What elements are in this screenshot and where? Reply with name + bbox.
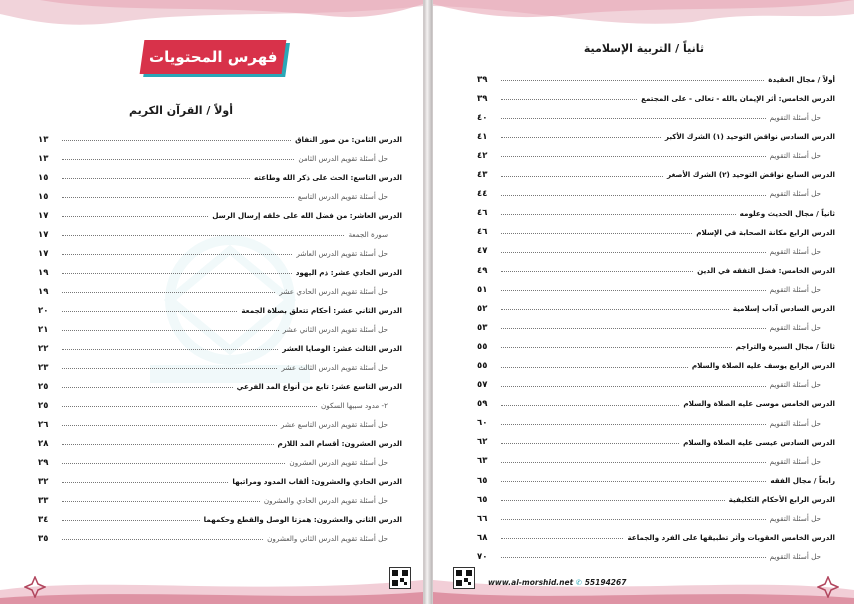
- dot-leader: [62, 444, 274, 445]
- dot-leader: [501, 424, 766, 425]
- right-page: [432, 0, 854, 604]
- toc-entry: [38, 278, 402, 297]
- dot-leader: [62, 520, 200, 521]
- toc-entry-page: ٣٢: [38, 476, 49, 487]
- toc-entry-page: ٦٦: [477, 513, 488, 524]
- dot-leader: [501, 214, 736, 215]
- toc-entry-title: الدرس الخامس: فضل التفقه في الدين: [697, 265, 835, 275]
- toc-entry: [477, 219, 835, 238]
- section-title-islamic: ثانياً / التربية الإسلامية: [583, 42, 704, 55]
- toc-entry-page: ٥٢: [477, 303, 488, 314]
- toc-entry: [38, 297, 402, 316]
- toc-entry-title: الدرس الحادي والعشرون: ألقاب المدود ومراتبها: [232, 476, 402, 486]
- toc-entry-title: الدرس الثاني والعشرون: همزتا الوصل والقطع وحكمهما: [203, 514, 402, 524]
- toc-entry-page: ٣٩: [477, 93, 488, 104]
- toc-entry-page: ٤٣: [477, 170, 488, 181]
- dot-leader: [501, 405, 679, 406]
- dot-leader: [501, 481, 766, 482]
- toc-entry: [477, 142, 835, 161]
- toc-entry-page: ٣٣: [38, 495, 49, 506]
- toc-entry: [38, 373, 402, 392]
- toc-entry-title: الدرس العشرون: أقسام المد اللازم: [277, 438, 402, 448]
- toc-entry: [38, 392, 402, 411]
- section-title-quran: أولاً / القرآن الكريم: [128, 104, 233, 117]
- toc-entry: [477, 352, 835, 371]
- dot-leader: [501, 137, 661, 138]
- top-decoration-right: [433, 0, 854, 30]
- toc-entry: [477, 123, 835, 142]
- toc-entry-page: ٢٥: [38, 400, 49, 411]
- dot-leader: [501, 519, 766, 520]
- toc-entry: [38, 487, 402, 506]
- toc-entry-title: الدرس التاسع: الحث على ذكر الله وطاعته: [253, 172, 402, 182]
- left-page: [0, 0, 424, 604]
- toc-entry-title: الدرس الرابع الأحكام التكليفية: [728, 494, 835, 504]
- toc-entry-page: ٤٧: [477, 246, 488, 257]
- toc-entry-title: حل أسئلة التقويم: [769, 246, 821, 256]
- dot-leader: [501, 252, 766, 253]
- dot-leader: [501, 367, 688, 368]
- dot-leader: [62, 311, 237, 312]
- toc-entry-title: حل أسئلة تقويم الدرس الثاني عشر: [282, 324, 388, 334]
- dot-leader: [62, 406, 317, 407]
- dot-leader: [501, 233, 692, 234]
- dot-leader: [501, 538, 623, 539]
- toc-list-left: [38, 126, 402, 544]
- bottom-decoration: [0, 566, 423, 604]
- dot-leader: [501, 271, 693, 272]
- toc-entry-page: ٤٦: [477, 227, 488, 238]
- toc-entry: [477, 505, 835, 524]
- qr-code-right: [453, 567, 475, 589]
- toc-entry-title: رابعاً / مجال الفقه: [770, 475, 835, 485]
- qr-code-left: [389, 567, 411, 589]
- toc-entry: [477, 238, 835, 257]
- toc-entry-page: ٢٩: [38, 457, 49, 468]
- toc-entry: [38, 316, 402, 335]
- dot-leader: [62, 330, 279, 331]
- toc-entry: [38, 259, 402, 278]
- toc-entry-title: سورة الجمعة: [348, 229, 388, 239]
- toc-entry: [477, 257, 835, 276]
- dot-leader: [501, 347, 732, 348]
- toc-entry: [38, 202, 402, 221]
- toc-entry-title: حل أسئلة التقويم: [769, 514, 821, 524]
- toc-entry: [38, 354, 402, 373]
- toc-entry: [477, 486, 835, 505]
- toc-entry-page: ١٧: [38, 210, 49, 221]
- toc-entry-page: ٢٠: [38, 305, 49, 316]
- toc-entry: [477, 181, 835, 200]
- toc-entry: [477, 200, 835, 219]
- toc-entry-title: ثالثاً / مجال السيرة والتراجم: [735, 342, 835, 352]
- toc-entry-page: ٢٨: [38, 438, 49, 449]
- toc-entry-page: ٤٦: [477, 208, 488, 219]
- dot-leader: [62, 197, 294, 198]
- toc-entry-page: ٦٢: [477, 437, 488, 448]
- dot-leader: [501, 328, 766, 329]
- toc-entry-title: الدرس الخامس موسى عليه الصلاة والسلام: [683, 399, 835, 409]
- toc-entry-title: حل أسئلة تقويم الدرس الثاني والعشرون: [267, 533, 388, 543]
- toc-entry-page: ١٧: [38, 229, 49, 240]
- toc-entry-page: ٤١: [477, 131, 488, 142]
- toc-entry: [38, 468, 402, 487]
- toc-entry-title: حل أسئلة تقويم الدرس العشرون: [289, 457, 388, 467]
- toc-entry: [38, 335, 402, 354]
- toc-entry: [38, 430, 402, 449]
- toc-entry: [477, 66, 835, 85]
- page-corner-badge-left: [24, 576, 46, 598]
- toc-entry-title: الدرس السابع نواقض التوحيد (٢) الشرك الأصغر: [666, 170, 835, 180]
- toc-entry-page: ٢١: [38, 324, 49, 335]
- toc-entry: [477, 429, 835, 448]
- toc-entry: [477, 467, 835, 486]
- dot-leader: [62, 292, 275, 293]
- toc-entry: [38, 183, 402, 202]
- toc-entry-title: الدرس الثاني عشر: أحكام تتعلق بصلاة الجمعة: [241, 305, 402, 315]
- toc-entry-page: ٥٧: [477, 380, 488, 391]
- toc-entry-title: الدرس الثامن: من صور النفاق: [295, 134, 402, 144]
- toc-entry-title: حل أسئلة تقويم الدرس التاسع: [297, 191, 388, 201]
- dot-leader: [62, 482, 228, 483]
- toc-entry-page: ٢٦: [38, 419, 49, 430]
- toc-entry: [38, 126, 402, 145]
- toc-entry: [38, 449, 402, 468]
- toc-entry: [477, 276, 835, 295]
- toc-entry-title: حل أسئلة تقويم الدرس الحادي والعشرون: [263, 495, 388, 505]
- toc-entry-page: ٤٩: [477, 265, 488, 276]
- toc-entry-title: حل أسئلة تقويم الدرس الثامن: [298, 153, 388, 163]
- toc-entry-title: حل أسئلة التقويم: [769, 113, 821, 123]
- toc-entry-title: حل أسئلة التقويم: [769, 189, 821, 199]
- toc-entry-page: ٢٥: [38, 381, 49, 392]
- phone-icon: ✆: [575, 578, 583, 587]
- toc-entry-page: ٥٥: [477, 361, 488, 371]
- toc-entry-page: ١٩: [38, 267, 49, 278]
- toc-entry-page: ١٣: [38, 153, 49, 164]
- toc-entry-title: ٢- مدود سببها السكون: [320, 400, 388, 410]
- toc-entry-page: ٣٩: [477, 74, 488, 85]
- toc-entry-page: ١٥: [38, 172, 49, 183]
- toc-entry-title: الدرس الرابع يوسف عليه الصلاة والسلام: [691, 361, 835, 371]
- toc-entry-page: ١٣: [38, 134, 49, 145]
- toc-entry-title: حل أسئلة تقويم الدرس التاسع عشر: [280, 419, 388, 429]
- toc-entry-page: ٤٠: [477, 112, 488, 123]
- toc-entry-title: ثانياً / مجال الحديث وعلومه: [739, 208, 835, 218]
- dot-leader: [501, 156, 766, 157]
- toc-entry-page: ٣٥: [38, 533, 49, 544]
- dot-leader: [62, 425, 277, 426]
- toc-entry: [477, 161, 835, 180]
- banner-title: فهرس المحتويات: [148, 48, 278, 66]
- footer-url: www.al-morshid.net: [488, 578, 574, 587]
- toc-entry-title: الدرس التاسع عشر: تابع من أنواع المد الفرعي: [236, 381, 402, 391]
- toc-entry-title: الدرس الرابع مكانة الصحابة في الإسلام: [696, 227, 835, 237]
- toc-entry-title: الدرس الحادي عشر: ذم اليهود: [295, 267, 402, 277]
- contents-banner: [140, 40, 287, 74]
- dot-leader: [501, 118, 766, 119]
- dot-leader: [501, 80, 764, 81]
- toc-entry-page: ١٩: [38, 286, 49, 297]
- toc-entry: [477, 333, 835, 352]
- dot-leader: [501, 443, 679, 444]
- toc-entry: [477, 524, 835, 543]
- toc-entry: [477, 314, 835, 333]
- toc-entry: [477, 85, 835, 104]
- toc-entry-title: الدرس العاشر: من فضل الله على خلقه إرسال الرسل: [212, 210, 402, 220]
- toc-entry-page: ٣٤: [38, 514, 49, 525]
- toc-entry-title: الدرس الخامس: أثر الإيمان بالله - تعالى - على المجتمع: [641, 93, 835, 103]
- dot-leader: [62, 539, 263, 540]
- dot-leader: [62, 216, 208, 217]
- toc-entry-title: الدرس الخامس العقوبات وأثر تطبيقها على الفرد والجماعة: [627, 533, 835, 543]
- toc-entry: [38, 164, 402, 183]
- toc-entry: [477, 543, 835, 562]
- toc-entry-title: الدرس السادس عيسى عليه الصلاة والسلام: [683, 437, 835, 447]
- toc-entry-page: ٧٠: [477, 551, 488, 562]
- toc-entry-title: حل أسئلة التقويم: [769, 418, 821, 428]
- toc-entry-page: ٢٣: [38, 362, 49, 373]
- dot-leader: [501, 195, 766, 196]
- dot-leader: [62, 368, 277, 369]
- dot-leader: [62, 463, 285, 464]
- dot-leader: [62, 273, 292, 274]
- dot-leader: [501, 290, 766, 291]
- dot-leader: [62, 178, 250, 179]
- toc-entry-title: حل أسئلة التقويم: [769, 323, 821, 333]
- toc-entry: [477, 410, 835, 429]
- dot-leader: [501, 557, 766, 558]
- toc-entry-title: حل أسئلة تقويم الدرس الحادي عشر: [279, 286, 388, 296]
- toc-entry-page: ١٧: [38, 248, 49, 259]
- toc-entry: [38, 240, 402, 259]
- dot-leader: [62, 159, 294, 160]
- dot-leader: [501, 386, 766, 387]
- footer-phone: 55194267: [584, 578, 627, 587]
- toc-entry: [38, 506, 402, 525]
- toc-entry-page: ٥٩: [477, 399, 488, 410]
- toc-entry-page: ٤٤: [477, 189, 488, 200]
- toc-entry: [477, 295, 835, 314]
- toc-entry-title: حل أسئلة التقويم: [769, 284, 821, 294]
- dot-leader: [62, 387, 233, 388]
- dot-leader: [501, 462, 766, 463]
- book-gutter: [424, 0, 432, 604]
- dot-leader: [501, 99, 637, 100]
- toc-entry: [38, 411, 402, 430]
- dot-leader: [62, 140, 291, 141]
- toc-entry: [477, 372, 835, 391]
- toc-entry-title: الدرس الثالث عشر: الوصايا العشر: [282, 343, 402, 353]
- toc-entry-page: ٦٨: [477, 532, 488, 543]
- toc-entry-page: ٥٥: [477, 341, 488, 352]
- toc-entry-page: ٤٢: [477, 150, 488, 161]
- toc-entry: [477, 104, 835, 123]
- toc-entry-title: حل أسئلة التقويم: [769, 552, 821, 562]
- toc-entry-title: حل أسئلة تقويم الدرس الثالث عشر: [281, 362, 388, 372]
- toc-entry: [38, 525, 402, 544]
- toc-entry-title: حل أسئلة التقويم: [769, 456, 821, 466]
- footer-contact: [488, 578, 626, 587]
- dot-leader: [62, 501, 260, 502]
- toc-entry-title: الدرس السادس آداب إسلامية: [732, 304, 835, 314]
- toc-entry: [38, 145, 402, 164]
- toc-entry: [477, 448, 835, 467]
- toc-entry-page: ٦٥: [477, 475, 488, 486]
- toc-entry-title: حل أسئلة تقويم الدرس العاشر: [296, 248, 388, 258]
- toc-entry-title: حل أسئلة التقويم: [769, 380, 821, 390]
- page-corner-badge-right: [817, 576, 839, 598]
- toc-list-right: [477, 66, 835, 562]
- toc-entry-page: ٥١: [477, 284, 488, 295]
- toc-entry-page: ٦٠: [477, 418, 488, 429]
- toc-entry-title: حل أسئلة التقويم: [769, 151, 821, 161]
- toc-entry: [38, 221, 402, 240]
- dot-leader: [62, 235, 344, 236]
- dot-leader: [62, 254, 292, 255]
- top-decoration: [0, 0, 423, 30]
- toc-entry-page: ٦٥: [477, 494, 488, 505]
- dot-leader: [501, 309, 729, 310]
- toc-entry-page: ١٥: [38, 191, 49, 202]
- dot-leader: [62, 349, 278, 350]
- toc-entry: [477, 391, 835, 410]
- toc-entry-page: ٥٣: [477, 322, 488, 333]
- dot-leader: [501, 500, 725, 501]
- toc-entry-page: ٢٢: [38, 343, 49, 354]
- toc-entry-title: أولاً / مجال العقيدة: [768, 74, 835, 84]
- toc-entry-title: الدرس السادس نواقض التوحيد (١) الشرك الأكبر: [664, 132, 835, 142]
- dot-leader: [501, 176, 663, 177]
- toc-entry-page: ٦٣: [477, 456, 488, 467]
